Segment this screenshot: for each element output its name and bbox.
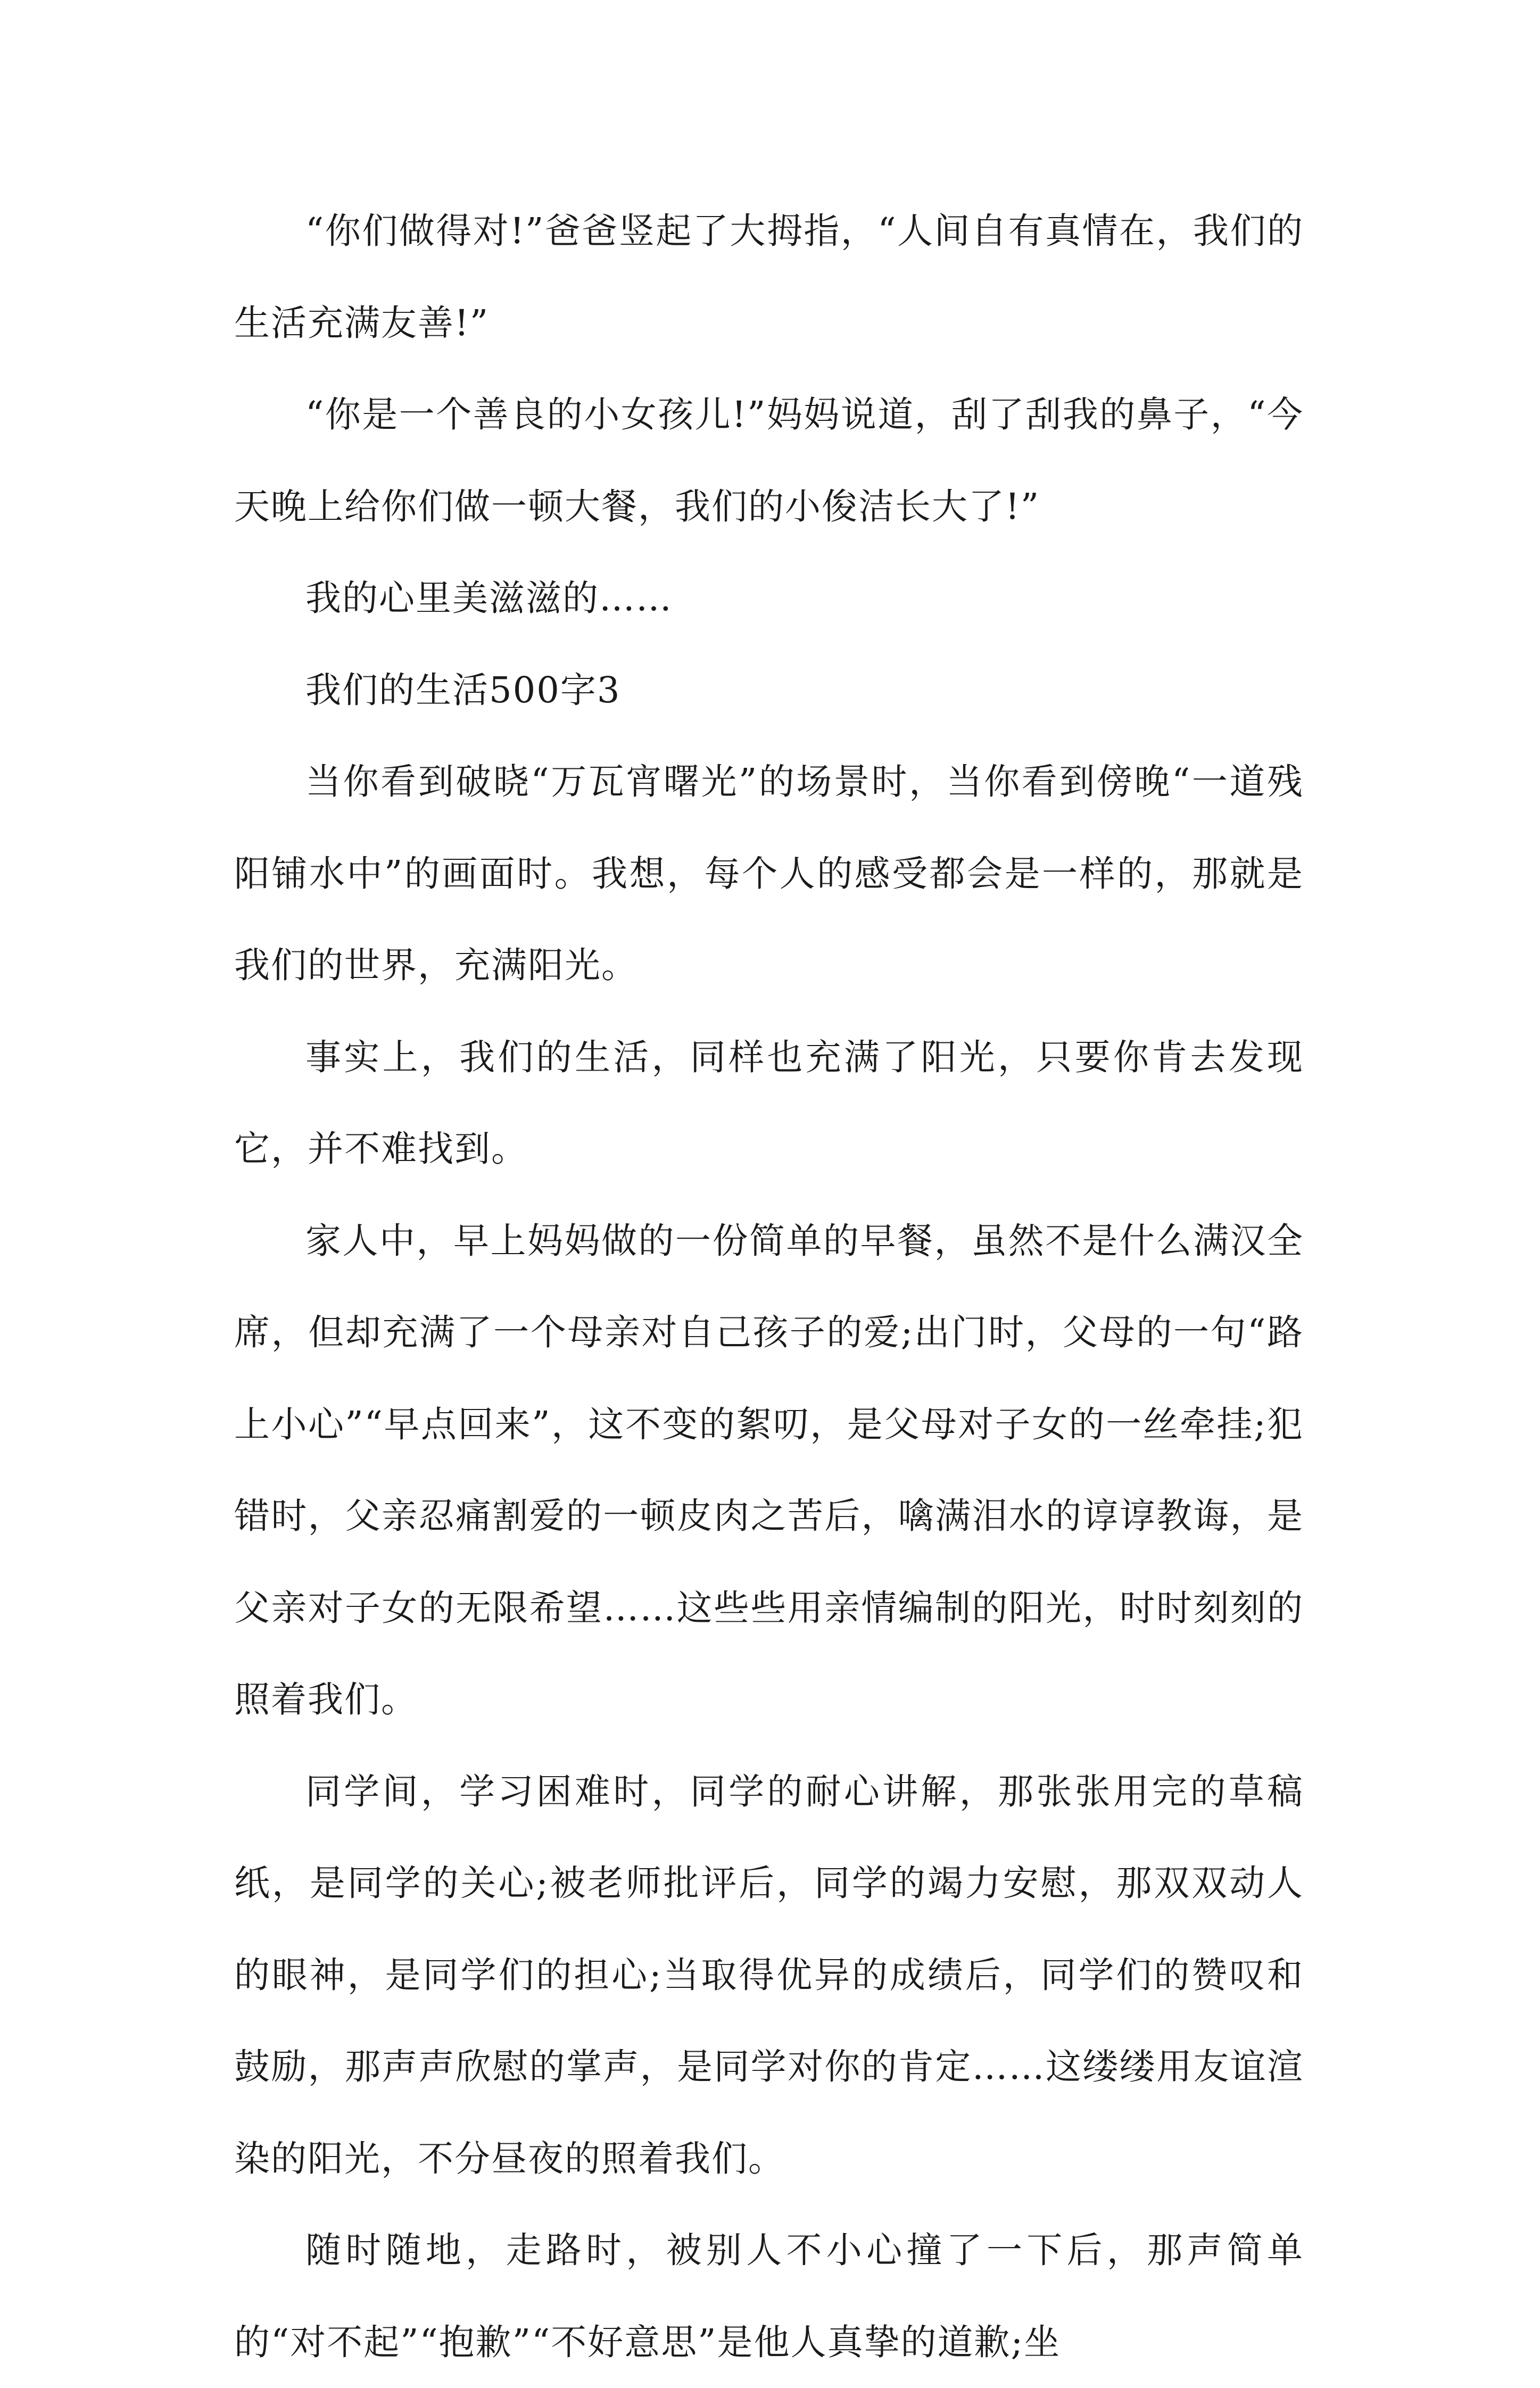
- paragraph: 随时随地，走路时，被别人不小心撞了一下后，那声简单的“对不起”“抱歉”“不好意思”是他人真挚的道歉;坐: [234, 2229, 1304, 2363]
- paragraph: “你们做得对!”爸爸竖起了大拇指，“人间自有真情在，我们的生活充满友善!”: [234, 210, 1304, 344]
- paragraph: “你是一个善良的小女孩儿!”妈妈说道，刮了刮我的鼻子，“今天晚上给你们做一顿大餐，我们的小俊洁长大了!”: [234, 394, 1304, 527]
- paragraph: 我的心里美滋滋的……: [305, 577, 673, 619]
- paragraph: 当你看到破晓“万瓦宵曙光”的场景时，当你看到傍晚“一道残阳铺水中”的画面时。我想，每个人的感受都会是一样的，那就是我们的世界，充满阳光。: [234, 761, 1304, 986]
- paragraph: 事实上，我们的生活，同样也充满了阳光，只要你肯去发现它，并不难找到。: [234, 1036, 1304, 1170]
- paragraph: 家人中，早上妈妈做的一份简单的早餐，虽然不是什么满汉全席，但却充满了一个母亲对自己孩子的爱;出门时，父母的一句“路上小心”“早点回来”，这不变的絮叨，是父母对子女的一丝牵挂;犯错时，父亲忍痛割爱的一顿皮肉之苦后，噙满泪水的谆谆教诲，是父亲对子女的无限希望……这些些用亲情编制的阳光，时时刻刻的照着我们。: [234, 1220, 1304, 1720]
- section-heading: 我们的生活500字3: [305, 669, 621, 711]
- paragraph: 同学间，学习困难时，同学的耐心讲解，那张张用完的草稿纸，是同学的关心;被老师批评后，同学的竭力安慰，那双双动人的眼神，是同学们的担心;当取得优异的成绩后，同学们的赞叹和鼓励，那声声欣慰的掌声，是同学对你的肯定……这缕缕用友谊渲染的阳光，不分昼夜的照着我们。: [234, 1770, 1304, 2179]
- document-body: [234, 185, 1304, 2388]
